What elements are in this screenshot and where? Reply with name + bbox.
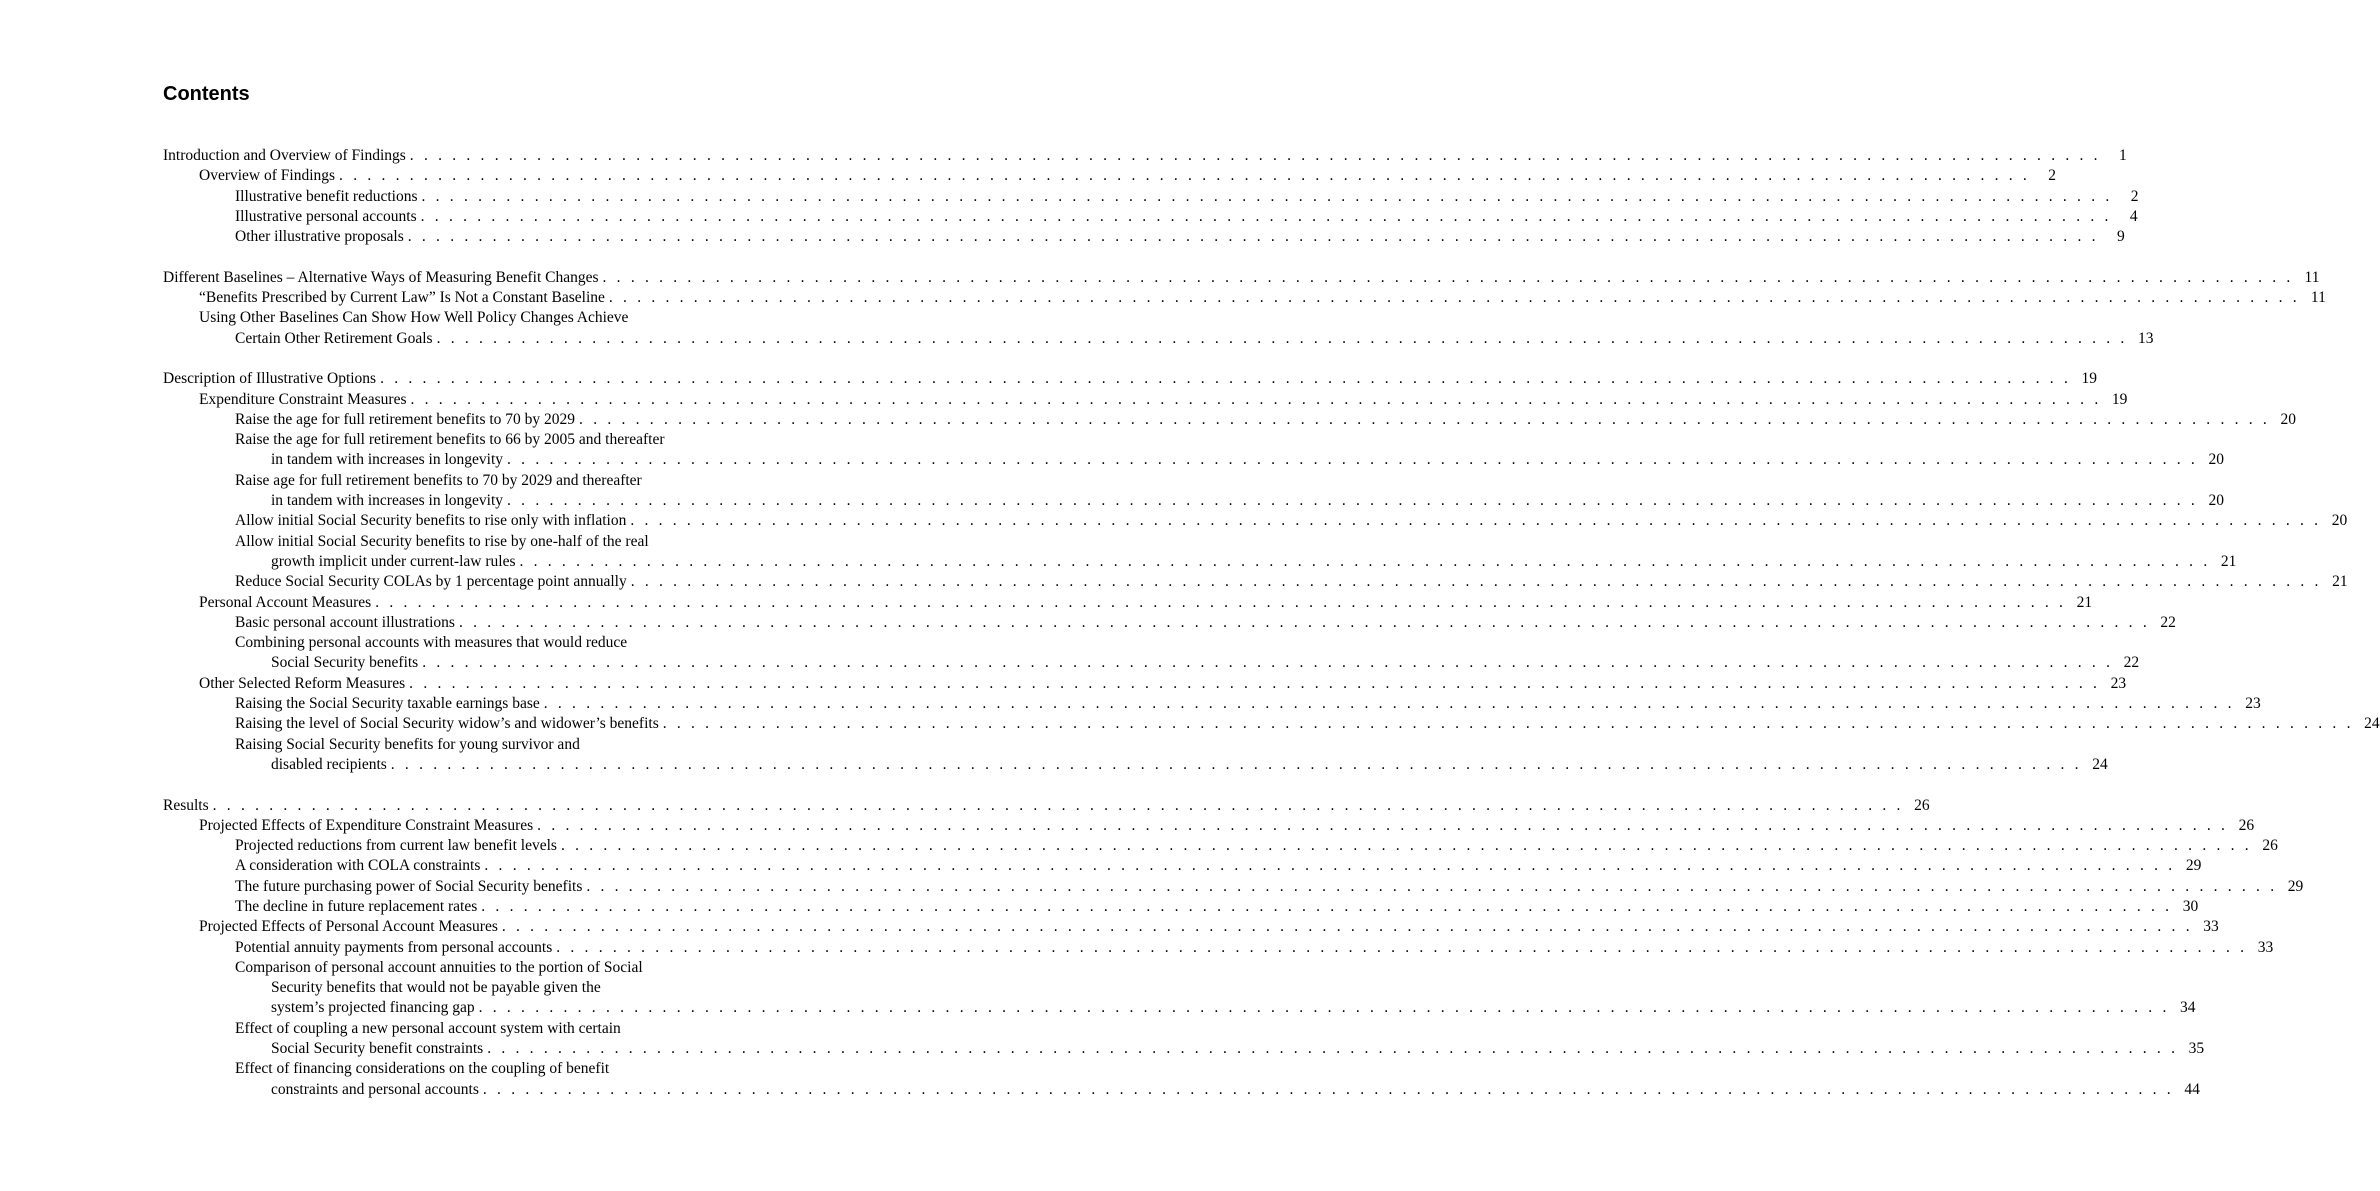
toc-leader-dots: . . . . . . . . . . . . . . . . . . . . . . . . . . . . . . . . . . . . . . . . . . . . . . . . . . . . . . . . . . . . . . . . . . . . . . . . . . . . . . . . . . . . . . . . . . . . . . . . . . . . . . . . . . . . . . . . . . . . . . . . xyxy=(487,1040,2179,1058)
toc-leader-dots: . . . . . . . . . . . . . . . . . . . . . . . . . . . . . . . . . . . . . . . . . . . . . . . . . . . . . . . . . . . . . . . . . . . . . . . . . . . . . . . . . . . . . . . . . . . . . . . . . . . . . . . . . . . . . . . . . . . . . . . . xyxy=(507,492,2198,510)
toc-entry[interactable] xyxy=(163,897,2199,917)
toc-page-number: 26 xyxy=(2262,837,2278,855)
toc-entry[interactable] xyxy=(163,1059,759,1079)
toc-page-number: 1 xyxy=(2118,147,2127,164)
toc-page-number: 24 xyxy=(2092,755,2108,773)
toc-entry[interactable] xyxy=(163,207,2138,227)
toc-leader-dots: . . . . . . . . . . . . . . . . . . . . . . . . . . . . . . . . . . . . . . . . . . . . . . . . . . . . . . . . . . . . . . . . . . . . . . . . . . . . . . . . . . . . . . . . . . . . . . . . . . . . . . . . . . . . . . . . . . . . . . . . xyxy=(436,329,2128,347)
toc-page-number: 19 xyxy=(2081,370,2098,388)
toc-entry[interactable] xyxy=(163,146,2127,166)
toc-entry-title: Raise age for full retirement benefits to 70 by 2029 and thereafter xyxy=(235,471,642,489)
toc-leader-dots: . . . . . . . . . . . . . . . . . . . . . . . . . . . . . . . . . . . . . . . . . . . . . . . . . . . . . . . . . . . . . . . . . . . . . . . . . . . . . . . . . . . . . . . . . . . . . . . . . . . . . . . . . . . . . . . . . . . . . . . . xyxy=(380,370,2072,388)
toc-leader-dots: . . . . . . . . . . . . . . . . . . . . . . . . . . . . . . . . . . . . . . . . . . . . . . . . . . . . . . . . . . . . . . . . . . . . . . . . . . . . . . . . . . . . . . . . . . . . . . . . . . . . . . . . . . . . . . . . . . . . . . . . xyxy=(662,715,2354,733)
toc-leader-dots: . . . . . . . . . . . . . . . . . . . . . . . . . . . . . . . . . . . . . . . . . . . . . . . . . . . . . . . . . . . . . . . . . . . . . . . . . . . . . . . . . . . . . . . . . . . . . . . . . . . . . . . . . . . . . . . . . . . . . . . . xyxy=(537,816,2229,834)
toc-entry[interactable] xyxy=(163,633,759,653)
toc-page-number: 20 xyxy=(2208,492,2224,510)
toc-entry[interactable] xyxy=(163,998,2196,1018)
toc-entry-title: disabled recipients xyxy=(271,755,387,773)
toc-page-number: 33 xyxy=(2203,918,2219,936)
toc-page-number: 29 xyxy=(2287,877,2304,895)
toc-entry[interactable] xyxy=(163,593,2093,613)
toc-page-number: 4 xyxy=(2129,207,2138,225)
toc-entry-title: Description of Illustrative Options xyxy=(163,370,377,388)
toc-entry[interactable] xyxy=(163,308,759,328)
toc-entry[interactable] xyxy=(163,796,1930,816)
toc-page-number: 30 xyxy=(2182,897,2199,915)
toc-entry-title: Raising the level of Social Security widow’s and widower’s benefits xyxy=(235,715,659,733)
toc-entry-title: Introduction and Overview of Findings xyxy=(163,147,406,164)
toc-entry[interactable] xyxy=(163,735,759,755)
toc-page-number: 11 xyxy=(2304,268,2320,286)
toc-entry-title: The future purchasing power of Social Security benefits xyxy=(235,877,583,895)
toc-page-number: 35 xyxy=(2188,1040,2205,1058)
toc-entry-title: in tandem with increases in longevity xyxy=(271,451,504,469)
toc-page-number: 24 xyxy=(2364,715,2380,733)
toc-entry[interactable] xyxy=(163,877,2304,897)
page-title: Contents xyxy=(163,83,250,105)
toc-page-number: 2 xyxy=(2130,187,2139,205)
toc-entry-title: Using Other Baselines Can Show How Well Policy Changes Achieve xyxy=(199,309,629,327)
toc-leader-dots: . . . . . . . . . . . . . . . . . . . . . . . . . . . . . . . . . . . . . . . . . . . . . . . . . . . . . . . . . . . . . . . . . . . . . . . . . . . . . . . . . . . . . . . . . . . . . . . . . . . . . . . . . . . . . . . . . . . . . . . . xyxy=(420,207,2112,225)
toc-leader-dots: . . . . . . . . . . . . . . . . . . . . . . . . . . . . . . . . . . . . . . . . . . . . . . . . . . . . . . . . . . . . . . . . . . . . . . . . . . . . . . . . . . . . . . . . . . . . . . . . . . . . . . . . . . . . . . . . . . . . . . . . xyxy=(507,451,2198,469)
toc-entry-title: Comparison of personal account annuities to the portion of Social xyxy=(235,958,643,976)
toc-entry-title: Overview of Findings xyxy=(199,167,336,185)
toc-page-number: 20 xyxy=(2280,410,2296,428)
toc-leader-dots: . . . . . . . . . . . . . . . . . . . . . . . . . . . . . . . . . . . . . . . . . . . . . . . . . . . . . . . . . . . . . . . . . . . . . . . . . . . . . . . . . . . . . . . . . . . . . . . . . . . . . . . . . . . . . . . . . . . . . . . . xyxy=(501,918,2193,936)
toc-entry[interactable] xyxy=(163,471,759,491)
toc-leader-dots: . . . . . . . . . . . . . . . . . . . . . . . . . . . . . . . . . . . . . . . . . . . . . . . . . . . . . . . . . . . . . . . . . . . . . . . . . . . . . . . . . . . . . . . . . . . . . . . . . . . . . . . . . . . . . . . . . . . . . . . . xyxy=(481,897,2173,915)
toc-page-number: 34 xyxy=(2180,999,2196,1017)
toc-entry-title: Expenditure Constraint Measures xyxy=(199,390,407,408)
toc-entry-title: growth implicit under current-law rules xyxy=(271,552,516,570)
toc-entry-title: The decline in future replacement rates xyxy=(235,897,478,915)
toc-page-number: 9 xyxy=(2116,228,2125,246)
toc-entry[interactable] xyxy=(163,917,2219,937)
toc-page-number: 11 xyxy=(2310,289,2326,307)
toc-spacer xyxy=(163,775,759,795)
toc-leader-dots: . . . . . . . . . . . . . . . . . . . . . . . . . . . . . . . . . . . . . . . . . . . . . . . . . . . . . . . . . . . . . . . . . . . . . . . . . . . . . . . . . . . . . . . . . . . . . . . . . . . . . . . . . . . . . . . . . . . . . . . . xyxy=(407,228,2099,246)
toc-entry[interactable] xyxy=(163,369,2098,389)
toc-entry-title: Projected Effects of Personal Account Measures xyxy=(199,918,498,936)
toc-entry-title: constraints and personal accounts xyxy=(271,1080,479,1098)
toc-leader-dots: . . . . . . . . . . . . . . . . . . . . . . . . . . . . . . . . . . . . . . . . . . . . . . . . . . . . . . . . . . . . . . . . . . . . . . . . . . . . . . . . . . . . . . . . . . . . . . . . . . . . . . . . . . . . . . . . . . . . . . . . xyxy=(482,1080,2174,1098)
table-of-contents xyxy=(163,146,2380,1100)
toc-leader-dots: . . . . . . . . . . . . . . . . . . . . . . . . . . . . . . . . . . . . . . . . . . . . . . . . . . . . . . . . . . . . . . . . . . . . . . . . . . . . . . . . . . . . . . . . . . . . . . . . . . . . . . . . . . . . . . . . . . . . . . . . xyxy=(484,857,2176,875)
toc-page-number: 20 xyxy=(2331,512,2348,530)
toc-page-number: 21 xyxy=(2332,573,2348,591)
toc-entry-title: Results xyxy=(163,796,209,814)
toc-entry[interactable] xyxy=(163,613,2176,633)
toc-leader-dots: . . . . . . . . . . . . . . . . . . . . . . . . . . . . . . . . . . . . . . . . . . . . . . . . . . . . . . . . . . . . . . . . . . . . . . . . . . . . . . . . . . . . . . . . . . . . . . . . . . . . . . . . . . . . . . . . . . . . . . . . xyxy=(543,695,2235,713)
toc-entry-title: Social Security benefit constraints xyxy=(271,1040,484,1058)
toc-entry[interactable] xyxy=(163,410,2296,430)
toc-entry-title: Personal Account Measures xyxy=(199,593,372,611)
toc-entry-title: Raising the Social Security taxable earnings base xyxy=(235,695,540,713)
toc-entry-title: Allow initial Social Security benefits to rise by one-half of the real xyxy=(235,532,649,550)
toc-page-number: 20 xyxy=(2208,451,2224,469)
toc-entry[interactable] xyxy=(163,836,2278,856)
toc-spacer xyxy=(163,247,759,267)
toc-leader-dots: . . . . . . . . . . . . . . . . . . . . . . . . . . . . . . . . . . . . . . . . . . . . . . . . . . . . . . . . . . . . . . . . . . . . . . . . . . . . . . . . . . . . . . . . . . . . . . . . . . . . . . . . . . . . . . . . . . . . . . . . xyxy=(212,796,1904,814)
toc-entry[interactable] xyxy=(163,187,2139,207)
toc-entry[interactable] xyxy=(163,430,759,450)
toc-entry-title: system’s projected financing gap xyxy=(271,999,475,1017)
toc-entry-title: Social Security benefits xyxy=(271,654,419,672)
toc-leader-dots: . . . . . . . . . . . . . . . . . . . . . . . . . . . . . . . . . . . . . . . . . . . . . . . . . . . . . . . . . . . . . . . . . . . . . . . . . . . . . . . . . . . . . . . . . . . . . . . . . . . . . . . . . . . . . . . . . . . . . . . . xyxy=(375,593,2067,611)
toc-entry[interactable] xyxy=(163,532,759,552)
toc-page-number: 22 xyxy=(2123,654,2140,672)
toc-entry[interactable] xyxy=(163,816,2255,836)
toc-page-number: 2 xyxy=(2048,167,2056,185)
toc-entry-title: Raise the age for full retirement benefits to 66 by 2005 and thereafter xyxy=(235,431,665,449)
toc-leader-dots: . . . . . . . . . . . . . . . . . . . . . . . . . . . . . . . . . . . . . . . . . . . . . . . . . . . . . . . . . . . . . . . . . . . . . . . . . . . . . . . . . . . . . . . . . . . . . . . . . . . . . . . . . . . . . . . . . . . . . . . . xyxy=(390,755,2082,773)
toc-page-number: 13 xyxy=(2138,329,2154,347)
toc-leader-dots: . . . . . . . . . . . . . . . . . . . . . . . . . . . . . . . . . . . . . . . . . . . . . . . . . . . . . . . . . . . . . . . . . . . . . . . . . . . . . . . . . . . . . . . . . . . . . . . . . . . . . . . . . . . . . . . . . . . . . . . . xyxy=(458,613,2150,631)
toc-entry[interactable] xyxy=(163,450,2224,470)
toc-entry-title: Effect of financing considerations on the coupling of benefit xyxy=(235,1060,610,1078)
toc-entry-title: Allow initial Social Security benefits to rise only with inflation xyxy=(235,512,627,530)
toc-entry[interactable] xyxy=(163,572,2348,592)
toc-page-number: 26 xyxy=(1914,796,1930,814)
toc-entry[interactable] xyxy=(163,1080,2200,1100)
toc-leader-dots: . . . . . . . . . . . . . . . . . . . . . . . . . . . . . . . . . . . . . . . . . . . . . . . . . . . . . . . . . . . . . . . . . . . . . . . . . . . . . . . . . . . . . . . . . . . . . . . . . . . . . . . . . . . . . . . . . . . . . . . . xyxy=(556,938,2248,956)
toc-entry-title: Projected reductions from current law benefit levels xyxy=(235,837,557,855)
toc-entry[interactable] xyxy=(163,166,2056,186)
toc-entry[interactable] xyxy=(163,268,2320,288)
toc-leader-dots: . . . . . . . . . . . . . . . . . . . . . . . . . . . . . . . . . . . . . . . . . . . . . . . . . . . . . . . . . . . . . . . . . . . . . . . . . . . . . . . . . . . . . . . . . . . . . . . . . . . . . . . . . . . . . . . . . . . . . . . . xyxy=(422,654,2114,672)
toc-entry[interactable] xyxy=(163,552,2237,572)
toc-entry-title: Combining personal accounts with measures that would reduce xyxy=(235,634,628,652)
toc-entry-title: Reduce Social Security COLAs by 1 percentage point annually xyxy=(235,573,627,591)
toc-entry[interactable] xyxy=(163,674,2127,694)
toc-leader-dots: . . . . . . . . . . . . . . . . . . . . . . . . . . . . . . . . . . . . . . . . . . . . . . . . . . . . . . . . . . . . . . . . . . . . . . . . . . . . . . . . . . . . . . . . . . . . . . . . . . . . . . . . . . . . . . . . . . . . . . . . xyxy=(579,410,2270,428)
toc-entry[interactable] xyxy=(163,491,2224,511)
toc-entry[interactable] xyxy=(163,288,2326,308)
toc-entry[interactable] xyxy=(163,714,2380,734)
toc-page-number: 23 xyxy=(2110,674,2127,692)
toc-entry[interactable] xyxy=(163,755,2108,775)
toc-entry[interactable] xyxy=(163,938,2274,958)
toc-entry[interactable] xyxy=(163,390,2128,410)
toc-leader-dots: . . . . . . . . . . . . . . . . . . . . . . . . . . . . . . . . . . . . . . . . . . . . . . . . . . . . . . . . . . . . . . . . . . . . . . . . . . . . . . . . . . . . . . . . . . . . . . . . . . . . . . . . . . . . . . . . . . . . . . . . xyxy=(630,573,2322,591)
toc-entry[interactable] xyxy=(163,978,759,998)
toc-entry[interactable] xyxy=(163,227,2125,247)
toc-entry[interactable] xyxy=(163,958,759,978)
toc-entry[interactable] xyxy=(163,856,2202,876)
toc-leader-dots: . . . . . . . . . . . . . . . . . . . . . . . . . . . . . . . . . . . . . . . . . . . . . . . . . . . . . . . . . . . . . . . . . . . . . . . . . . . . . . . . . . . . . . . . . . . . . . . . . . . . . . . . . . . . . . . . . . . . . . . . xyxy=(630,512,2322,530)
toc-page-number: 44 xyxy=(2184,1080,2200,1098)
toc-spacer xyxy=(163,349,759,369)
toc-page-number: 33 xyxy=(2257,938,2274,956)
toc-entry-title: A consideration with COLA constraints xyxy=(235,857,481,875)
toc-entry[interactable] xyxy=(163,329,2154,349)
toc-leader-dots: . . . . . . . . . . . . . . . . . . . . . . . . . . . . . . . . . . . . . . . . . . . . . . . . . . . . . . . . . . . . . . . . . . . . . . . . . . . . . . . . . . . . . . . . . . . . . . . . . . . . . . . . . . . . . . . . . . . . . . . . xyxy=(608,289,2300,307)
toc-page-number: 23 xyxy=(2245,695,2261,713)
toc-leader-dots: . . . . . . . . . . . . . . . . . . . . . . . . . . . . . . . . . . . . . . . . . . . . . . . . . . . . . . . . . . . . . . . . . . . . . . . . . . . . . . . . . . . . . . . . . . . . . . . . . . . . . . . . . . . . . . . . . . . . . . . . xyxy=(409,147,2101,164)
toc-entry-title: Raising Social Security benefits for young survivor and xyxy=(235,735,580,753)
toc-entry[interactable] xyxy=(163,511,2348,531)
toc-page-number: 21 xyxy=(2220,552,2237,570)
toc-entry-title: Effect of coupling a new personal account system with certain xyxy=(235,1019,621,1037)
toc-entry[interactable] xyxy=(163,1039,2205,1059)
toc-entry[interactable] xyxy=(163,653,2140,673)
toc-leader-dots: . . . . . . . . . . . . . . . . . . . . . . . . . . . . . . . . . . . . . . . . . . . . . . . . . . . . . . . . . . . . . . . . . . . . . . . . . . . . . . . . . . . . . . . . . . . . . . . . . . . . . . . . . . . . . . . . . . . . . . . . xyxy=(410,390,2102,408)
toc-leader-dots: . . . . . . . . . . . . . . . . . . . . . . . . . . . . . . . . . . . . . . . . . . . . . . . . . . . . . . . . . . . . . . . . . . . . . . . . . . . . . . . . . . . . . . . . . . . . . . . . . . . . . . . . . . . . . . . . . . . . . . . . xyxy=(478,999,2170,1017)
toc-entry-title: “Benefits Prescribed by Current Law” Is Not a Constant Baseline xyxy=(199,289,605,307)
toc-entry-title: Potential annuity payments from personal accounts xyxy=(235,938,553,956)
toc-page-number: 19 xyxy=(2111,390,2128,408)
toc-page-number: 21 xyxy=(2076,593,2093,611)
toc-entry-title: Raise the age for full retirement benefits to 70 by 2029 xyxy=(235,410,576,428)
toc-entry-title: in tandem with increases in longevity xyxy=(271,492,504,510)
toc-leader-dots: . . . . . . . . . . . . . . . . . . . . . . . . . . . . . . . . . . . . . . . . . . . . . . . . . . . . . . . . . . . . . . . . . . . . . . . . . . . . . . . . . . . . . . . . . . . . . . . . . . . . . . . . . . . . . . . . . . . . . . . . xyxy=(586,877,2278,895)
toc-page-number: 29 xyxy=(2185,857,2202,875)
toc-entry-title: Illustrative benefit reductions xyxy=(235,187,418,205)
toc-leader-dots: . . . . . . . . . . . . . . . . . . . . . . . . . . . . . . . . . . . . . . . . . . . . . . . . . . . . . . . . . . . . . . . . . . . . . . . . . . . . . . . . . . . . . . . . . . . . . . . . . . . . . . . . . . . . . . . . . . . . . . . . xyxy=(409,674,2101,692)
toc-entry[interactable] xyxy=(163,1019,759,1039)
toc-entry-title: Other Selected Reform Measures xyxy=(199,674,406,692)
toc-leader-dots: . . . . . . . . . . . . . . . . . . . . . . . . . . . . . . . . . . . . . . . . . . . . . . . . . . . . . . . . . . . . . . . . . . . . . . . . . . . . . . . . . . . . . . . . . . . . . . . . . . . . . . . . . . . . . . . . . . . . . . . . xyxy=(602,268,2294,286)
toc-entry-title: Basic personal account illustrations xyxy=(235,613,455,631)
toc-page-number: 26 xyxy=(2238,816,2255,834)
toc-page-number: 22 xyxy=(2160,613,2176,631)
toc-entry-title: Illustrative personal accounts xyxy=(235,207,417,225)
toc-entry-title: Different Baselines – Alternative Ways of Measuring Benefit Changes xyxy=(163,268,599,286)
toc-leader-dots: . . . . . . . . . . . . . . . . . . . . . . . . . . . . . . . . . . . . . . . . . . . . . . . . . . . . . . . . . . . . . . . . . . . . . . . . . . . . . . . . . . . . . . . . . . . . . . . . . . . . . . . . . . . . . . . . . . . . . . . . xyxy=(421,187,2113,205)
toc-entry-title: Projected Effects of Expenditure Constraint Measures xyxy=(199,816,534,834)
toc-leader-dots: . . . . . . . . . . . . . . . . . . . . . . . . . . . . . . . . . . . . . . . . . . . . . . . . . . . . . . . . . . . . . . . . . . . . . . . . . . . . . . . . . . . . . . . . . . . . . . . . . . . . . . . . . . . . . . . . . . . . . . . . xyxy=(560,837,2252,855)
toc-leader-dots: . . . . . . . . . . . . . . . . . . . . . . . . . . . . . . . . . . . . . . . . . . . . . . . . . . . . . . . . . . . . . . . . . . . . . . . . . . . . . . . . . . . . . . . . . . . . . . . . . . . . . . . . . . . . . . . . . . . . . . . . xyxy=(339,167,2030,185)
toc-leader-dots: . . . . . . . . . . . . . . . . . . . . . . . . . . . . . . . . . . . . . . . . . . . . . . . . . . . . . . . . . . . . . . . . . . . . . . . . . . . . . . . . . . . . . . . . . . . . . . . . . . . . . . . . . . . . . . . . . . . . . . . . xyxy=(519,552,2211,570)
toc-entry[interactable] xyxy=(163,694,2261,714)
toc-entry-title: Security benefits that would not be payable given the xyxy=(271,979,601,997)
toc-entry-title: Certain Other Retirement Goals xyxy=(235,329,433,347)
toc-entry-title: Other illustrative proposals xyxy=(235,228,404,246)
